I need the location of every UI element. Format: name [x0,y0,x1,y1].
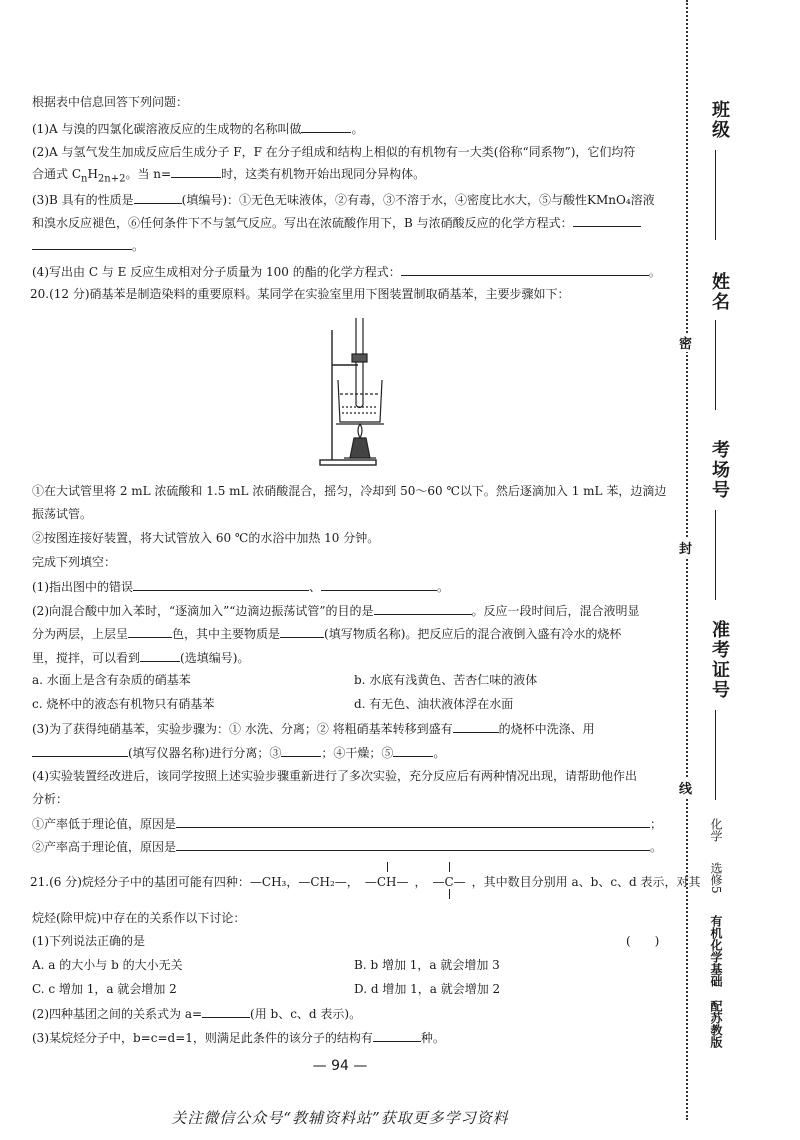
ch-bond [387,862,388,872]
q20-title: 20.(12 分)硝基苯是制造染料的重要原料。某同学在实验室里用下图装置制取硝基苯，主要步骤如下： [30,287,570,301]
q19-part2-line1: (2)A 与氢气发生加成反应后生成分子 F，F 在分子组成和结构上相似的有机物有一大类(俗称“同系物”)，它们均符 [32,145,636,159]
c-bond-down [449,889,450,899]
binding-dotted-line [686,0,688,1120]
q20-step1-line1: ①在大试管里将 2 mL 浓硫酸和 1.5 mL 浓硝酸混合，摇匀，冷却到 50～60 ℃以下。然后逐滴加入 1 mL 苯，边滴边 [32,484,667,498]
ticket-number-field-line[interactable] [715,710,716,800]
answer-blank[interactable] [573,214,641,227]
period: 。 [650,840,663,854]
q19-part3-rest: (填编号)：①无色无味液体，②有毒，③不溶于水，④密度比水大，⑤与酸性KMnO₄溶液 [181,193,655,207]
q20-step1-line2: 振荡试管。 [32,507,93,521]
ch-group [365,874,409,890]
q19-part3-line1 [32,191,655,208]
formula-sub-2n2: 2n+2 [97,173,126,185]
q19-part3-end: 。 [132,239,145,253]
yield-low-label: ①产率低于理论值，原因是 [32,817,177,831]
q20-part3-mid2: ；④干燥；⑤ [321,746,394,760]
q20-step2: ②按图连接好装置，将大试管放入 60 ℃的水浴中加热 10 分钟。 [32,531,380,545]
ticket-number-label: 准考证号 [709,620,730,700]
q20-part2-line2 [32,625,621,642]
answer-blank[interactable] [171,165,221,178]
answer-blank[interactable] [176,838,650,851]
option-B: B. b 增加 1，a 就会增加 3 [354,958,500,972]
c-group-text: —C— [432,875,466,889]
answer-blank[interactable] [32,744,128,757]
q21-part3-start: (3)某烷烃分子中，b=c=d=1，则满足此条件的该分子的结构有 [32,1031,373,1045]
answer-blank[interactable] [133,578,309,591]
footer-notice: 关注微信公众号“教辅资料站”获取更多学习资料 [171,1109,509,1127]
q20-part3-start: (3)为了获得纯硝基苯，实验步骤为：① 水洗、分离；② 将粗硝基苯转移到盛有 [32,722,453,736]
q21-part2 [32,1005,361,1022]
ch-group-text: —CH— [364,875,409,889]
q21-title-start: 21.(6 分)烷烃分子中的基团可能有四种：—CH₃，—CH₂—， [30,875,359,889]
answer-blank[interactable] [401,263,649,276]
q20-part3-rest: 的烧杯中洗涤、用 [498,722,595,736]
q21-part2-end: (用 b、c、d 表示)。 [250,1007,362,1021]
q20-part2-line3-start: 里，搅拌，可以看到 [32,651,141,665]
separator: 、 [309,580,322,594]
q21-part3-end: 种。 [420,1031,445,1045]
q21-part2-start: (2)四种基团之间的关系式为 a= [32,1007,203,1021]
nitrobenzene-apparatus-figure [310,310,410,470]
seal-mark-xian: 线 [679,778,692,797]
q20-part4-line1: (4)实验装置经改进后，该同学按照上述实验步骤重新进行了多次实验，充分反应后有两种情况出现，请帮助他作出 [32,769,638,783]
q20-part2-line3-end: (选填编号)。 [180,651,250,665]
class-label: 班级 [709,100,730,140]
answer-blank[interactable] [393,744,433,757]
option-D: D. d 增加 1，a 就会增加 2 [354,982,501,996]
q21-part1: (1)下列说法正确的是 [32,934,145,948]
option-C: C. c 增加 1，a 就会增加 2 [32,982,177,996]
option-b: b. 水底有浅黄色、苦杏仁味的液体 [354,673,538,687]
q19-part4 [32,263,661,280]
q19-part3-start: (3)B 具有的性质是 [32,193,134,207]
answer-blank[interactable] [134,191,182,204]
yield-high-label: ②产率高于理论值，原因是 [32,840,177,854]
q19-part3-line2 [32,214,641,231]
q21-title-end: ，其中数目分别用 a、b、c、d 表示，对其 [471,875,701,889]
q20-part2-line1 [32,602,640,619]
answer-blank[interactable] [176,815,650,828]
answer-blank[interactable] [140,649,180,662]
name-label: 姓名 [709,272,730,312]
water-bath-beaker [338,380,382,422]
q20-part3-mid: (填写仪器名称)进行分离；③ [128,746,282,760]
seal-mark-feng: 封 [679,538,692,557]
answer-blank[interactable] [374,602,472,615]
exam-room-label: 考场号 [709,440,730,500]
test-tube [352,318,367,408]
page-number: — 94 — [312,1058,368,1074]
q20-part1-text: (1)指出图中的错误 [32,580,133,594]
q20-part2-line3 [32,649,249,666]
q20-part4-line2: 分析： [32,792,69,806]
q19-part4-text: (4)写出由 C 与 E 反应生成相对分子质量为 100 的酯的化学方程式： [32,265,401,279]
answer-blank[interactable] [280,625,324,638]
yield-low-line [32,815,662,832]
option-A: A. a 的大小与 b 的大小无关 [32,958,183,972]
q20-part2-line2-start: 分为两层，上层呈 [32,627,129,641]
answer-blank[interactable] [128,625,172,638]
q20-part3-line1 [32,720,595,737]
formula-sub-n: n [81,173,88,185]
q19-part1-text: (1)A 与溴的四氯化碳溶液反应的生成物的名称叫做 [32,122,302,136]
c-group [432,874,465,890]
q20-part3-line2 [32,744,445,761]
answer-blank[interactable] [453,720,499,733]
q21-part3 [32,1029,445,1046]
q19-part1-end: 。 [351,122,364,136]
formula-h: H [87,167,98,181]
q21-line2: 烷烃(除甲烷)中存在的关系作以下讨论： [32,911,246,925]
answer-blank[interactable] [301,120,351,133]
q19-intro: 根据表中信息回答下列问题： [32,95,189,109]
c-bond-up [449,862,450,872]
edition-label: 配苏教版 [709,1000,723,1048]
q20-part2-start: (2)向混合酸中加入苯时，“逐滴加入”“边滴边振荡试管”的目的是 [32,604,374,618]
answer-parentheses[interactable]: ( ) [626,934,660,948]
q19-part3-line2-text: 和溴水反应褪色，⑥任何条件下不与氢气反应。写出在浓硫酸作用下，B 与浓硝酸反应的化学方程式： [32,216,573,230]
q19-part1 [32,120,364,137]
answer-blank[interactable] [32,237,132,250]
semicolon: ； [650,817,663,831]
q20-part1-end: 。 [437,580,450,594]
topic-label: 有机化学基础 [709,915,723,987]
class-field-line[interactable] [715,150,716,240]
formula-c: 合通式 C [32,167,81,181]
name-field-line[interactable] [715,320,716,410]
option-d: d. 有无色、油状液体浮在水面 [354,697,514,711]
seal-mark-mi: 密 [679,333,692,352]
q20-part3-end: 。 [433,746,446,760]
burner [336,424,384,458]
option-c: c. 烧杯中的液态有机物只有硝基苯 [32,697,215,711]
q19-part2-end: 时，这类有机物开始出现同分异构体。 [221,167,426,181]
yield-high-line [32,838,662,855]
q20-part2-rest: 。反应一段时间后，混合液明显 [471,604,640,618]
book-label: 选修5 [709,862,723,894]
q20-part2-line2-mid: 色，其中主要物质是 [172,627,281,641]
answer-blank[interactable] [373,1029,421,1042]
answer-blank[interactable] [321,578,437,591]
subject-label: 化学 [709,818,723,842]
answer-blank[interactable] [202,1005,250,1018]
q21-title: 21.(6 分)烷烃分子中的基团可能有四种：—CH₃，—CH₂—， —CH— ， —C— ，其中数目分别用 a、b、c、d 表示，对其 [30,874,701,890]
q20-fill-prompt: 完成下列填空： [32,555,117,569]
q19-part3-line3 [32,237,144,254]
formula-tail: 。当 n= [125,167,172,181]
q20-part1 [32,578,449,595]
answer-blank[interactable] [281,744,321,757]
exam-room-field-line[interactable] [715,510,716,600]
q19-part2-line2 [32,165,425,187]
q19-part4-end: 。 [648,265,661,279]
option-a: a. 水面上是含有杂质的硝基苯 [32,673,191,687]
q20-part2-line2-rest: (填写物质名称)。把反应后的混合液倒入盛有冷水的烧杯 [324,627,622,641]
